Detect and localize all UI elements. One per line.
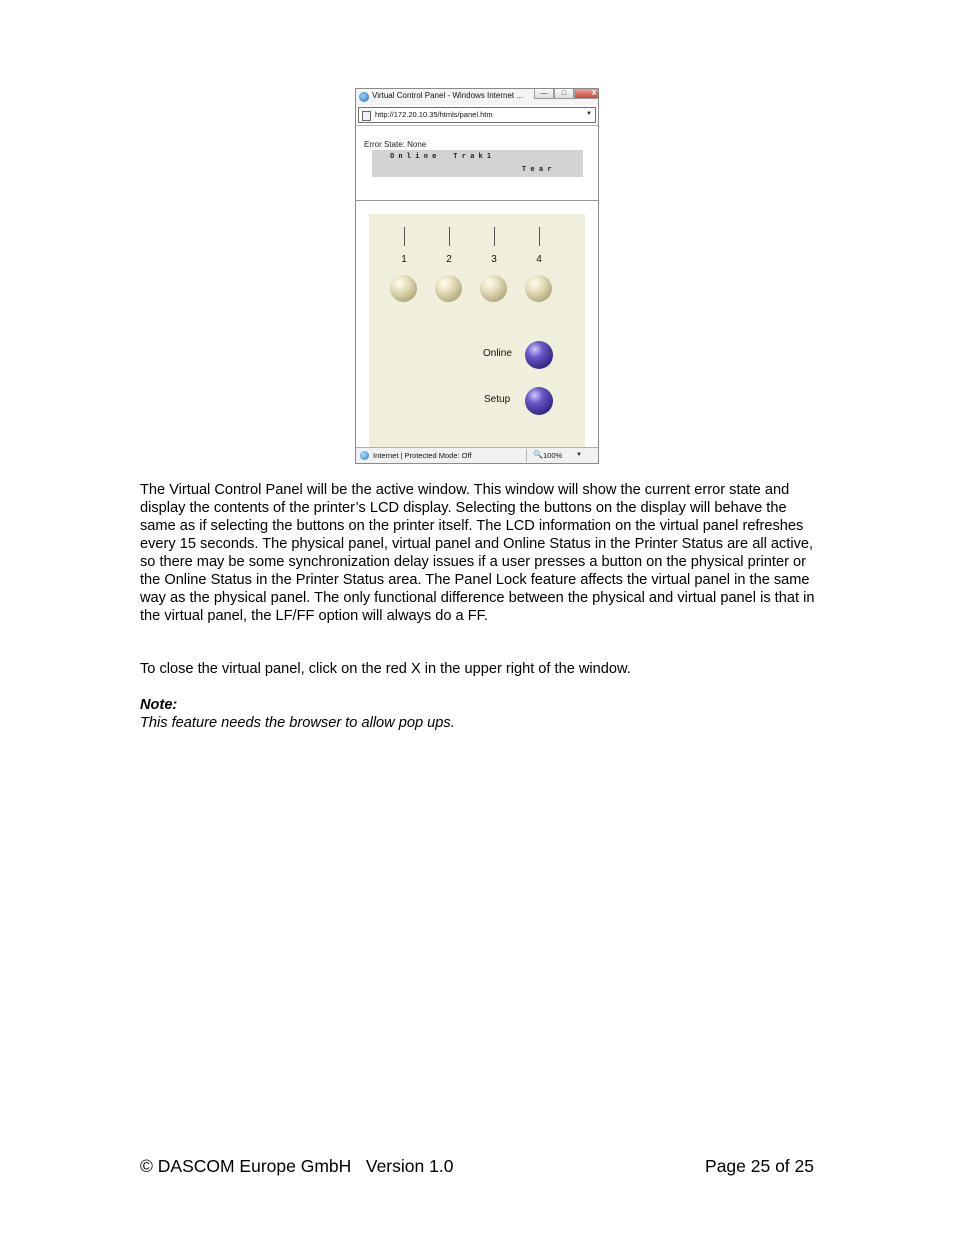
button-3-label: 3 xyxy=(491,254,497,265)
body-paragraph: To close the virtual panel, click on the red X in the upper right of the window. xyxy=(140,661,631,677)
address-url: http://172.20.10.35/htmls/panel.htm xyxy=(375,110,493,119)
lcd-line-1: O n l i n e T r a k 1 xyxy=(390,152,492,160)
virtual-control-panel-window xyxy=(355,88,599,464)
error-state-label: Error State: None xyxy=(364,140,427,149)
panel-button-4[interactable] xyxy=(525,275,552,302)
control-panel xyxy=(369,214,585,448)
window-controls xyxy=(534,89,599,99)
page-icon xyxy=(362,111,371,121)
button-4-label: 4 xyxy=(536,254,542,265)
note-heading: Note: xyxy=(140,697,178,713)
body-paragraph: The Virtual Control Panel will be the active window. This window will show the current error state and display the contents of the printer’s LCD display. Selecting the buttons on the display will behave the same as if selecting the buttons on the printer itself. The LCD information on the virtual panel refreshes every 15 seconds. The physical panel, virtual panel and Online Status in the Printer Status are all active, so there may be some synchronization delay issues if a user presses a button on the physical printer or the Online Status in the Printer Status area. The Panel Lock feature affects the virtual panel in the same way as the physical panel. The only functional difference between the physical and virtual panel is that in the virtual panel, the LF/FF option will always do a FF. xyxy=(140,482,815,624)
divider xyxy=(356,125,598,126)
minimize-button[interactable]: — xyxy=(534,89,554,99)
window-title: Virtual Control Panel - Windows Internet ... xyxy=(372,91,524,100)
panel-button-3[interactable] xyxy=(480,275,507,302)
panel-button-2[interactable] xyxy=(435,275,462,302)
zoom-dropdown-icon[interactable]: ▼ xyxy=(576,452,582,458)
internet-explorer-icon xyxy=(359,92,369,102)
button-2-label: 2 xyxy=(446,254,452,265)
panel-button-1[interactable] xyxy=(390,275,417,302)
magnifier-icon: 🔍 xyxy=(533,450,543,459)
setup-button[interactable] xyxy=(525,387,553,415)
status-text: Internet | Protected Mode: Off xyxy=(373,451,472,460)
lcd-line-2: T e a r xyxy=(522,165,552,173)
divider xyxy=(526,449,527,462)
address-dropdown-icon[interactable]: ▼ xyxy=(586,111,592,117)
indicator-led-3 xyxy=(494,227,495,246)
globe-icon xyxy=(360,451,369,460)
online-button[interactable] xyxy=(525,341,553,369)
note-body: This feature needs the browser to allow pop ups. xyxy=(140,715,455,731)
footer-copyright: © DASCOM Europe GmbH Version 1.0 xyxy=(140,1156,454,1176)
indicator-led-1 xyxy=(404,227,405,246)
indicator-led-4 xyxy=(539,227,540,246)
close-button[interactable]: X xyxy=(574,89,599,99)
indicator-led-2 xyxy=(449,227,450,246)
maximize-button[interactable]: □ xyxy=(554,89,574,99)
divider xyxy=(356,200,598,201)
online-label: Online xyxy=(483,348,512,359)
lcd-display xyxy=(372,150,583,177)
zoom-level[interactable]: 100% xyxy=(543,451,563,460)
footer-page-number: Page 25 of 25 xyxy=(705,1156,814,1176)
window-titlebar xyxy=(356,89,598,105)
status-bar xyxy=(356,447,598,463)
setup-label: Setup xyxy=(484,394,511,405)
address-bar[interactable] xyxy=(358,107,596,123)
button-1-label: 1 xyxy=(401,254,407,265)
